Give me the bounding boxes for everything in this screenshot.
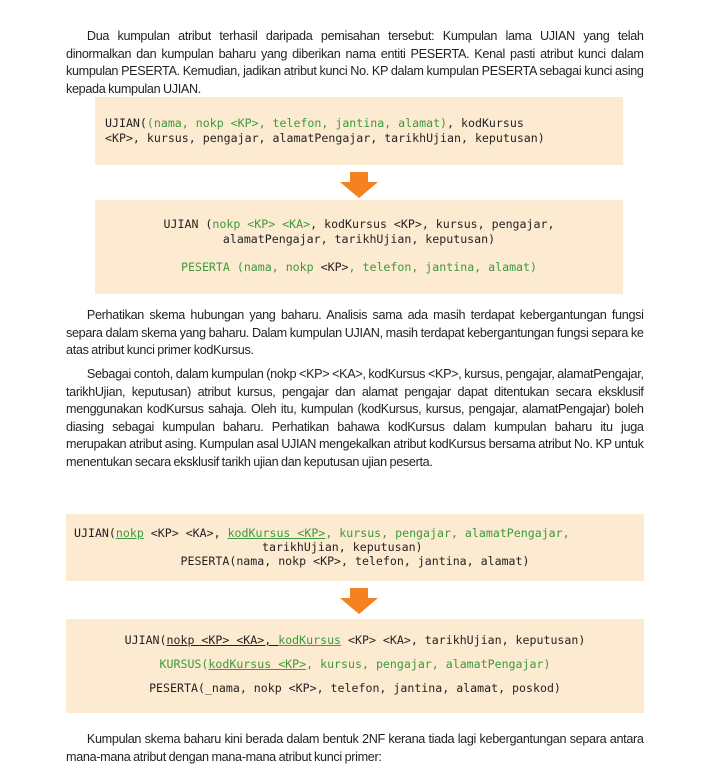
key-attribute: kodKursus <KP> — [208, 657, 307, 671]
paragraph-text: Kumpulan skema baharu kini berada dalam bentuk 2NF kerana tiada lagi kebergantungan separa antara mana-mana atribut dengan mana-mana atribut kunci primer: — [66, 731, 644, 764]
intro-paragraph — [66, 27, 644, 97]
schema-box-1 — [95, 97, 623, 165]
schema-fragment: <KP> <KA>, tarikhUjian, keputusan) — [341, 633, 586, 647]
paragraph-text: Dua kumpulan atribut terhasil daripada pemisahan tersebut: Kumpulan lama UJIAN yang telah dinormalkan dan kumpulan baharu yang diberikan nama entiti PESERTA. Kenal pasti atribut kunci dalam kumpulan PESERTA. Kemudian, jadikan atribut kunci No. KP dalam kumpulan PESERTA sebagai kunci asing kepada kumpulan UJIAN. — [66, 28, 644, 96]
schema-line — [95, 217, 623, 232]
key-attribute: nokp <KP> <KA>, — [166, 633, 279, 647]
key-marker: <KP> <KA>, — [143, 526, 228, 540]
relation-name: UJIAN( — [74, 526, 116, 540]
relation-name: UJIAN( — [124, 633, 167, 647]
example-paragraph — [66, 365, 644, 470]
schema-line — [95, 260, 623, 275]
key-attribute: nokp — [115, 526, 144, 540]
relation-name: UJIAN( — [105, 116, 147, 130]
relation-name: UJIAN ( — [163, 217, 213, 231]
schema-line: alamatPengajar, tarikhUjian, keputusan) — [222, 232, 496, 246]
down-arrow-icon — [340, 172, 378, 198]
schema-line: PESERTA(nama, nokp <KP>, telefon, jantina, alamat) — [180, 554, 530, 568]
key-attribute: kodKursus — [278, 633, 342, 647]
new-relation: , telefon, jantina, alamat) — [348, 260, 537, 274]
schema-line: <KP>, kursus, pengajar, alamatPengajar, tarikhUjian, keputusan) — [105, 131, 545, 145]
key-marker: <KP> — [320, 260, 349, 274]
analysis-paragraph — [66, 306, 644, 359]
schema-line — [66, 657, 644, 672]
paragraph-text: Sebagai contoh, dalam kumpulan (nokp <KP> <KA>, kodKursus <KP>, kursus, pengajar, alamatPengajar, tarikhUjian, keputusan) atribut kursus, pengajar dan alamat pengajar dapat ditentukan secara eksklusif menggunakan kodKursus sahaja. Oleh itu, kumpulan (kodKursus, kursus, pengajar, alamatPengajar) boleh diasing sebagai kumpulan baharu. Perhatikan bahawa kodKursus dalam kumpulan baharu itu juga merupakan atribut asing. Kumpulan asal UJIAN mengekalkan atribut kodKursus bersama atribut No. KP untuk menentukan secara eksklusif tarikh ujian dan keputusan ujian peserta. — [66, 366, 644, 469]
schema-line: PESERTA(_nama, nokp <KP>, telefon, jantina, alamat, poskod) — [149, 681, 561, 695]
relation-name: KURSUS( — [159, 657, 209, 671]
new-relation: PESERTA (nama, nokp — [181, 260, 321, 274]
schema-line: tarikhUjian, keputusan) — [262, 540, 423, 554]
schema-fragment: , kodKursus — [447, 116, 524, 130]
schema-fragment: , kursus, pengajar, alamatPengajar) — [306, 657, 551, 671]
schema-box-3 — [66, 514, 644, 581]
key-attribute: nokp <KP> <KA> — [212, 217, 311, 231]
conclusion-paragraph — [66, 730, 644, 765]
partial-key: kodKursus <KP> — [227, 526, 326, 540]
paragraph-text: Perhatikan skema hubungan yang baharu. Analisis sama ada masih terdapat kebergantungan fungsi separa dalam skema yang baharu. Dalam kumpulan UJIAN, masih terdapat kebergantungan fungsi separa ke atas atribut kunci primer kodKursus. — [66, 307, 644, 357]
dependent-attributes: , kursus, pengajar, alamatPengajar, — [325, 526, 570, 540]
schema-box-2 — [95, 200, 623, 294]
schema-line — [66, 633, 644, 648]
schema-line — [74, 526, 570, 541]
schema-fragment: , kodKursus <KP>, kursus, pengajar, — [310, 217, 555, 231]
repeating-group: (nama, nokp <KP>, telefon, jantina, alamat) — [146, 116, 448, 130]
schema-line — [105, 116, 524, 131]
down-arrow-icon — [340, 588, 378, 614]
schema-box-4 — [66, 619, 644, 713]
